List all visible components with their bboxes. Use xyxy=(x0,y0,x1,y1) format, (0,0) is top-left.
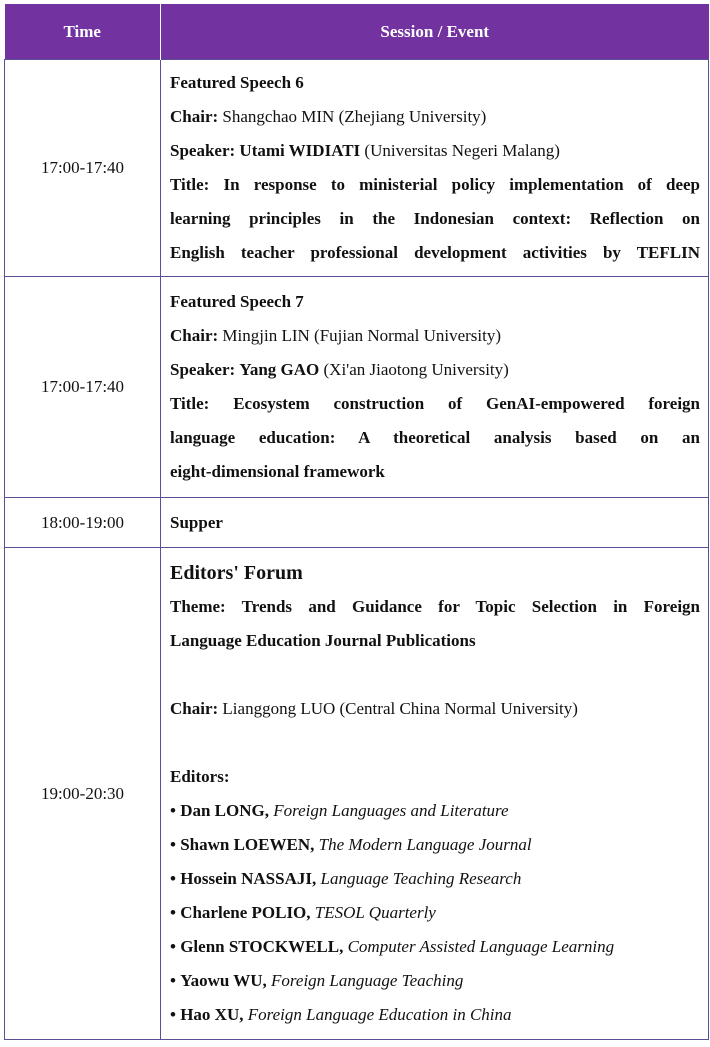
time-cell: 17:00-17:40 xyxy=(5,60,161,277)
event-heading: Supper xyxy=(170,512,223,532)
list-item: • Shawn LOEWEN, The Modern Language Journal xyxy=(170,834,532,854)
speaker-line: Speaker: Utami WIDIATI (Universitas Negeri Malang) xyxy=(170,141,560,160)
title-line: English teacher professional development activities by TEFLIN xyxy=(170,243,700,262)
event-cell xyxy=(161,498,709,548)
bullet: • xyxy=(170,902,176,922)
bullet: • xyxy=(170,868,176,888)
event-heading: Featured Speech 7 xyxy=(170,292,304,311)
event-heading: Editors' Forum xyxy=(170,561,303,584)
table-row xyxy=(5,498,709,548)
theme-line: Language Education Journal Publications xyxy=(170,630,476,650)
time-cell: 17:00-17:40 xyxy=(5,277,161,498)
list-item: • Yaowu WU, Foreign Language Teaching xyxy=(170,970,464,990)
table-row xyxy=(5,277,709,498)
spacer xyxy=(170,726,700,760)
bullet: • xyxy=(170,936,176,956)
time-cell: 18:00-19:00 xyxy=(5,498,161,548)
header-row xyxy=(5,4,709,60)
title-line: Title: Ecosystem construction of GenAI-empowered foreign xyxy=(170,394,700,413)
editors-list xyxy=(170,794,700,1032)
list-item: • Hao XU, Foreign Language Education in China xyxy=(170,1004,512,1024)
speaker-line: Speaker: Yang GAO (Xi'an Jiaotong University) xyxy=(170,360,509,379)
time-cell: 19:00-20:30 xyxy=(5,548,161,1040)
bullet: • xyxy=(170,834,176,854)
chair-line: Chair: Lianggong LUO (Central China Normal University) xyxy=(170,698,578,718)
title-line: learning principles in the Indonesian context: Reflection on xyxy=(170,209,700,228)
chair-line: Chair: Shangchao MIN (Zhejiang University) xyxy=(170,107,487,126)
event-cell xyxy=(161,60,709,277)
title-line: eight-dimensional framework xyxy=(170,462,385,481)
list-item: • Glenn STOCKWELL, Computer Assisted Language Learning xyxy=(170,936,615,956)
time-column-header: Time xyxy=(5,4,161,60)
event-cell xyxy=(161,277,709,498)
spacer xyxy=(170,658,700,692)
chair-line: Chair: Mingjin LIN (Fujian Normal University) xyxy=(170,326,501,345)
schedule-table xyxy=(4,4,709,1040)
event-heading: Featured Speech 6 xyxy=(170,73,304,92)
title-line: Title: In response to ministerial policy implementation of deep xyxy=(170,175,700,194)
table-row xyxy=(5,60,709,277)
list-item: • Hossein NASSAJI, Language Teaching Research xyxy=(170,868,522,888)
bullet: • xyxy=(170,800,176,820)
session-column-header: Session / Event xyxy=(161,4,709,60)
editors-label: Editors: xyxy=(170,766,230,786)
theme-line: Theme: Trends and Guidance for Topic Selection in Foreign xyxy=(170,596,700,616)
list-item: • Dan LONG, Foreign Languages and Literature xyxy=(170,800,509,820)
list-item: • Charlene POLIO, TESOL Quarterly xyxy=(170,902,436,922)
bullet: • xyxy=(170,970,176,990)
event-cell xyxy=(161,548,709,1040)
table-row xyxy=(5,548,709,1040)
title-line: language education: A theoretical analysis based on an xyxy=(170,428,700,447)
bullet: • xyxy=(170,1004,176,1024)
